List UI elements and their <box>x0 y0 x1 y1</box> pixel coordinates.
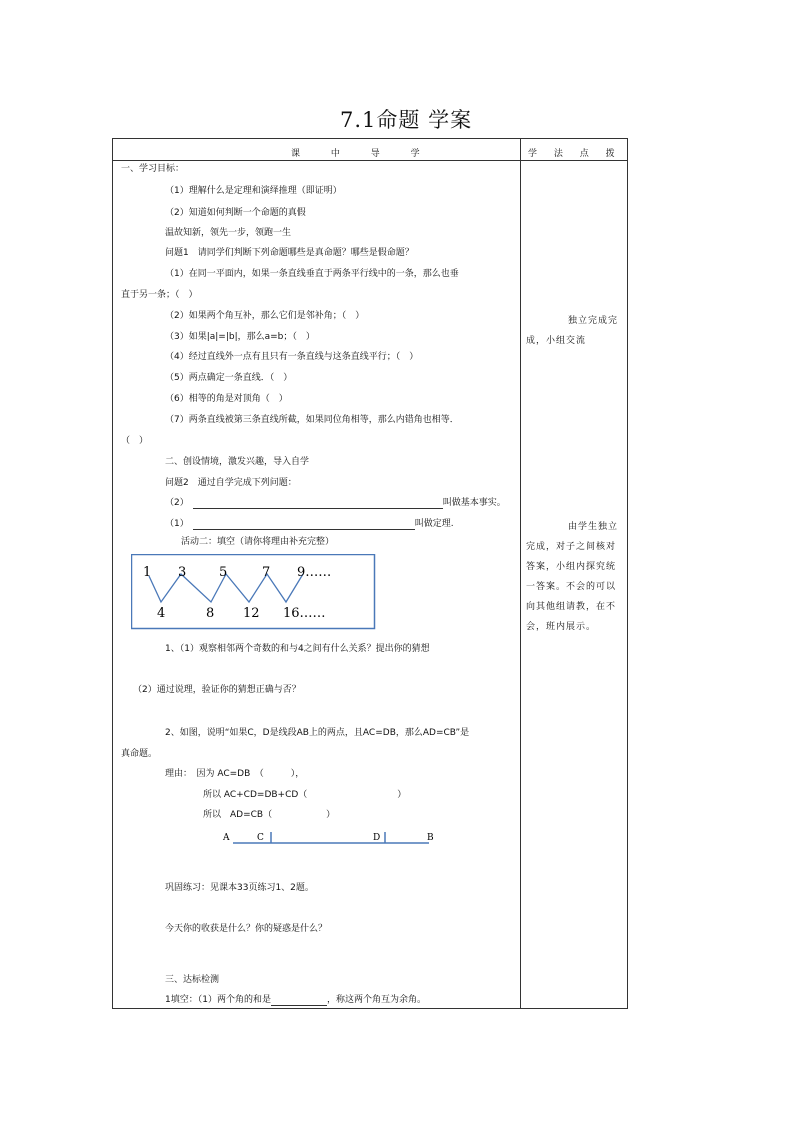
review-line: 温故知新，领先一步，领跑一生 <box>165 228 292 238</box>
sum-number: 12 <box>243 606 260 621</box>
section-2-heading: 二、创设情境，激发兴趣，导入自学 <box>165 457 310 467</box>
practice-line: 巩固练习：见课本33页练习1、2题。 <box>165 883 314 893</box>
column-divider <box>520 139 521 1008</box>
reason-1: 理由： 因为 AC=DB （ ）， <box>165 769 305 779</box>
fill-in-complementary-prefix: 1填空：（1）两个角的和是 <box>165 995 271 1005</box>
odd-number: 1 <box>143 565 152 580</box>
question-sum-pattern: 1、（1）观察相邻两个奇数的和与4之间有什么关系？提出你的猜想 <box>165 644 430 654</box>
statement-4: （4）经过直线外一点有且只有一条直线与这条直线平行；（ ） <box>165 352 419 362</box>
activity-2-heading: 活动二：填空（请你将理由补充完整） <box>181 537 335 547</box>
statement-2: （2）如果两个角互补，那么它们是邻补角；（ ） <box>165 311 365 321</box>
odd-number: 3 <box>178 565 187 580</box>
reason-2: 所以 AC+CD=DB+CD（ ） <box>203 790 407 800</box>
section-1-heading: 一、学习目标： <box>121 164 185 174</box>
point-b-label: B <box>427 833 434 843</box>
objective-2: （2）知道如何判断一个命题的真假 <box>165 208 306 218</box>
fill-in-theorem-prefix: （1） <box>165 519 189 529</box>
fill-in-complementary-suffix: ，称这两个角互为余角。 <box>326 995 426 1005</box>
question-segment-cont: 真命题。 <box>121 749 158 759</box>
statement-3: （3）如果|a|=|b|，那么a=b；（ ） <box>165 332 315 342</box>
fill-in-axiom-suffix: 叫做基本事实。 <box>442 498 506 508</box>
answer-blank[interactable] <box>193 520 415 530</box>
statement-7: （7）两条直线被第三条直线所截，如果同位角相等，那么内错角也相等． <box>165 415 459 425</box>
question-1: 问题1 请同学们判断下列命题哪些是真命题？哪些是假命题？ <box>165 248 414 258</box>
reason-3: 所以 AD=CB（ ） <box>203 810 336 820</box>
statement-5: （5）两点确定一条直线．（ ） <box>165 373 293 383</box>
sum-number: 8 <box>206 606 215 621</box>
odd-number: 9…… <box>297 565 332 580</box>
point-c-label: C <box>257 833 264 843</box>
odd-number-zigzag-figure <box>131 554 376 630</box>
question-segment: 2、如图，说明“如果C，D是线段AB上的两点，且AC=DB，那么AD=CB”是 <box>165 728 470 738</box>
fill-in-axiom-prefix: （2） <box>165 498 189 508</box>
point-d-label: D <box>373 833 381 843</box>
answer-blank[interactable] <box>271 996 327 1006</box>
sum-number: 16…… <box>283 606 326 621</box>
fill-in-complementary <box>165 995 426 1006</box>
odd-number: 7 <box>262 565 271 580</box>
header-side: 学 法 点 拨 <box>528 149 622 159</box>
side-note-2: 由学生独立完成，对子之间核对答案，小组内探究统一答案。不会的可以向其他组请教，在不会，班内展示。 <box>526 522 619 632</box>
reflection-question: 今天你的收获是什么？你的疑惑是什么？ <box>165 924 328 934</box>
header-main: 课 中 导 学 <box>291 149 434 159</box>
objective-1: （1）理解什么是定理和演绎推理（即证明） <box>165 186 342 196</box>
section-3-heading: 三、达标检测 <box>165 975 220 985</box>
point-a-label: A <box>223 833 230 843</box>
odd-number: 5 <box>219 565 228 580</box>
question-verify: （2）通过说理，验证你的猜想正确与否？ <box>133 685 301 695</box>
fill-in-theorem <box>165 519 454 530</box>
statement-1-cont: 直于另一条；（ ） <box>121 290 198 300</box>
page-title: 7.1命题 学案 <box>340 108 473 132</box>
line-segment-figure <box>221 829 441 849</box>
fill-in-theorem-suffix: 叫做定理. <box>414 519 454 529</box>
answer-blank[interactable] <box>193 499 443 509</box>
question-2: 问题2 通过自学完成下列问题： <box>165 478 297 488</box>
worksheet-table <box>112 138 628 1009</box>
header-divider <box>113 160 627 161</box>
statement-1: （1）在同一平面内，如果一条直线垂直于两条平行线中的一条，那么也垂 <box>165 269 459 279</box>
side-note-1: 独立完成完成，小组交流 <box>526 316 619 346</box>
sum-number: 4 <box>157 606 166 621</box>
statement-6: （6）相等的角是对顶角（ ） <box>165 394 288 404</box>
fill-in-axiom <box>165 498 506 509</box>
statement-7-cont: （ ） <box>121 436 149 446</box>
